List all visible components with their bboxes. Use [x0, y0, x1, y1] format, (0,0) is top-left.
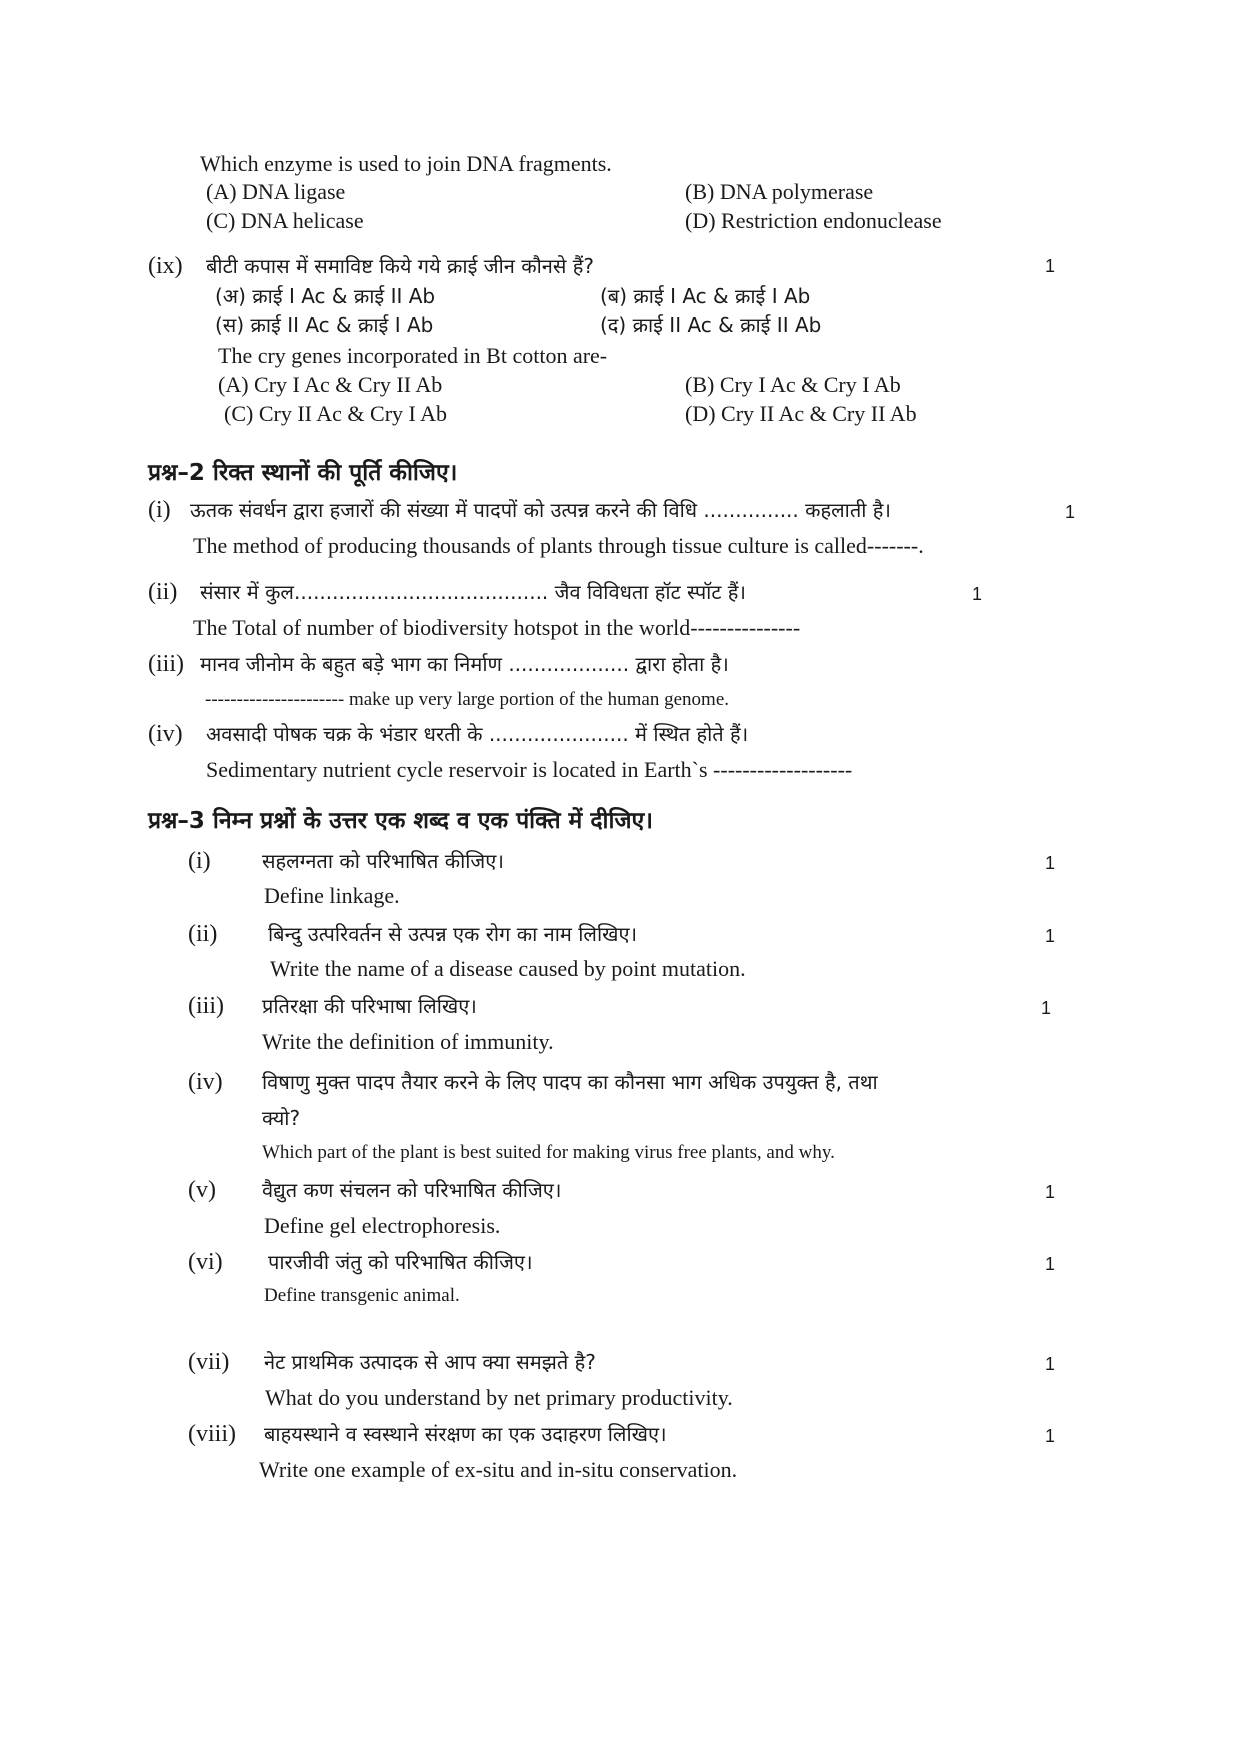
q8-option-d: (D) Restriction endonuclease: [685, 208, 942, 233]
s3-q6-number: (vi): [188, 1249, 223, 1275]
s2-q1-english: The method of producing thousands of plants through tissue culture is called-------.: [193, 533, 924, 558]
q9-hindi: बीटी कपास में समाविष्ट किये गये क्राई जीन कौनसे हैं?: [206, 254, 594, 278]
s3-q2-number: (ii): [188, 921, 218, 947]
s3-q4-number: (iv): [188, 1069, 223, 1095]
s2-q4-hindi: अवसादी पोषक चक्र के भंडार धरती के ...................... में स्थित होते हैं।: [206, 722, 749, 746]
s3-q2-hindi: बिन्दु उत्परिवर्तन से उत्पन्न एक रोग का नाम लिखिए।: [268, 922, 638, 946]
s2-q2-hindi: संसार में कुल........................................ जैव विविधता हॉट स्पॉट हैं।: [200, 580, 746, 604]
s2-q1-number: (i): [148, 497, 171, 523]
s2-q1-mark: 1: [1065, 502, 1076, 522]
s3-q1-english: Define linkage.: [264, 883, 400, 908]
s2-q2-number: (ii): [148, 579, 178, 605]
q9-hindi-option-b: (ब) क्राई I Ac & क्राई I Ab: [600, 284, 811, 308]
s3-q5-number: (v): [188, 1177, 216, 1203]
s3-q8-english: Write one example of ex-situ and in-situ conservation.: [259, 1457, 738, 1482]
s2-q4-english: Sedimentary nutrient cycle reservoir is located in Earth`s -------------------: [206, 757, 853, 782]
s2-q1-hindi: ऊतक संवर्धन द्वारा हजारों की संख्या में पादपों को उत्पन्न करने की विधि ............... कहलाती है।: [190, 498, 891, 522]
q9-number: (ix): [148, 253, 183, 279]
s3-q7-hindi: नेट प्राथमिक उत्पादक से आप क्या समझते है?: [264, 1350, 596, 1374]
section2-heading: प्रश्न–2 रिक्त स्थानों की पूर्ति कीजिए।: [148, 460, 458, 486]
q9-option-a: (A) Cry I Ac & Cry II Ab: [218, 372, 443, 397]
s3-q3-hindi: प्रतिरक्षा की परिभाषा लिखिए।: [262, 994, 477, 1018]
s2-q3-english: ---------------------- make up very large portion of the human genome.: [205, 689, 730, 710]
q8-english: Which enzyme is used to join DNA fragments.: [200, 151, 612, 176]
s3-q3-mark: 1: [1041, 998, 1052, 1018]
q9-hindi-option-a: (अ) क्राई I Ac & क्राई II Ab: [215, 284, 436, 308]
q9-mark: 1: [1045, 256, 1056, 276]
q9-english: The cry genes incorporated in Bt cotton are-: [218, 343, 608, 368]
s3-q2-english: Write the name of a disease caused by point mutation.: [270, 956, 746, 981]
s2-q2-mark: 1: [972, 584, 983, 604]
q9-hindi-option-d: (द) क्राई II Ac & क्राई II Ab: [600, 313, 822, 337]
q9-hindi-option-c: (स) क्राई II Ac & क्राई I Ab: [215, 313, 434, 337]
s3-q5-mark: 1: [1045, 1182, 1056, 1202]
s2-q3-hindi: मानव जीनोम के बहुत बड़े भाग का निर्माण ................... द्वारा होता है।: [200, 652, 729, 676]
s3-q7-english: What do you understand by net primary productivity.: [265, 1385, 733, 1410]
s2-q4-number: (iv): [148, 721, 183, 747]
q9-option-b: (B) Cry I Ac & Cry I Ab: [685, 372, 901, 397]
s3-q4-hindi: विषाणु मुक्त पादप तैयार करने के लिए पादप का कौनसा भाग अधिक उपयुक्त है, तथा: [262, 1070, 878, 1094]
s3-q4-hindi-line2: क्यो?: [262, 1106, 301, 1130]
s3-q6-hindi: पारजीवी जंतु को परिभाषित कीजिए।: [268, 1250, 533, 1274]
s3-q6-english: Define transgenic animal.: [264, 1285, 460, 1306]
s3-q8-mark: 1: [1045, 1426, 1056, 1446]
s3-q3-number: (iii): [188, 993, 224, 1019]
s3-q2-mark: 1: [1045, 926, 1056, 946]
s2-q2-english: The Total of number of biodiversity hotspot in the world---------------: [193, 615, 801, 640]
q8-option-c: (C) DNA helicase: [206, 208, 364, 233]
s3-q8-hindi: बाहयस्थाने व स्वस्थाने संरक्षण का एक उदाहरण लिखिए।: [264, 1422, 667, 1446]
s2-q3-number: (iii): [148, 651, 184, 677]
s3-q5-english: Define gel electrophoresis.: [264, 1213, 501, 1238]
q9-option-d: (D) Cry II Ac & Cry II Ab: [685, 401, 917, 426]
q8-option-a: (A) DNA ligase: [206, 179, 346, 204]
s3-q4-english: Which part of the plant is best suited for making virus free plants, and why.: [262, 1142, 835, 1163]
q8-option-b: (B) DNA polymerase: [685, 179, 874, 204]
s3-q7-mark: 1: [1045, 1354, 1056, 1374]
s3-q3-english: Write the definition of immunity.: [262, 1029, 554, 1054]
s3-q6-mark: 1: [1045, 1254, 1056, 1274]
q9-option-c: (C) Cry II Ac & Cry I Ab: [224, 401, 448, 426]
s3-q1-hindi: सहलग्नता को परिभाषित कीजिए।: [262, 849, 504, 873]
section3-heading: प्रश्न–3 निम्न प्रश्नों के उत्तर एक शब्द व एक पंक्ति में दीजिए।: [148, 808, 653, 834]
s3-q5-hindi: वैद्युत कण संचलन को परिभाषित कीजिए।: [262, 1178, 562, 1202]
s3-q1-mark: 1: [1045, 853, 1056, 873]
s3-q8-number: (viii): [188, 1421, 236, 1447]
s3-q7-number: (vii): [188, 1349, 230, 1375]
s3-q1-number: (i): [188, 848, 211, 874]
